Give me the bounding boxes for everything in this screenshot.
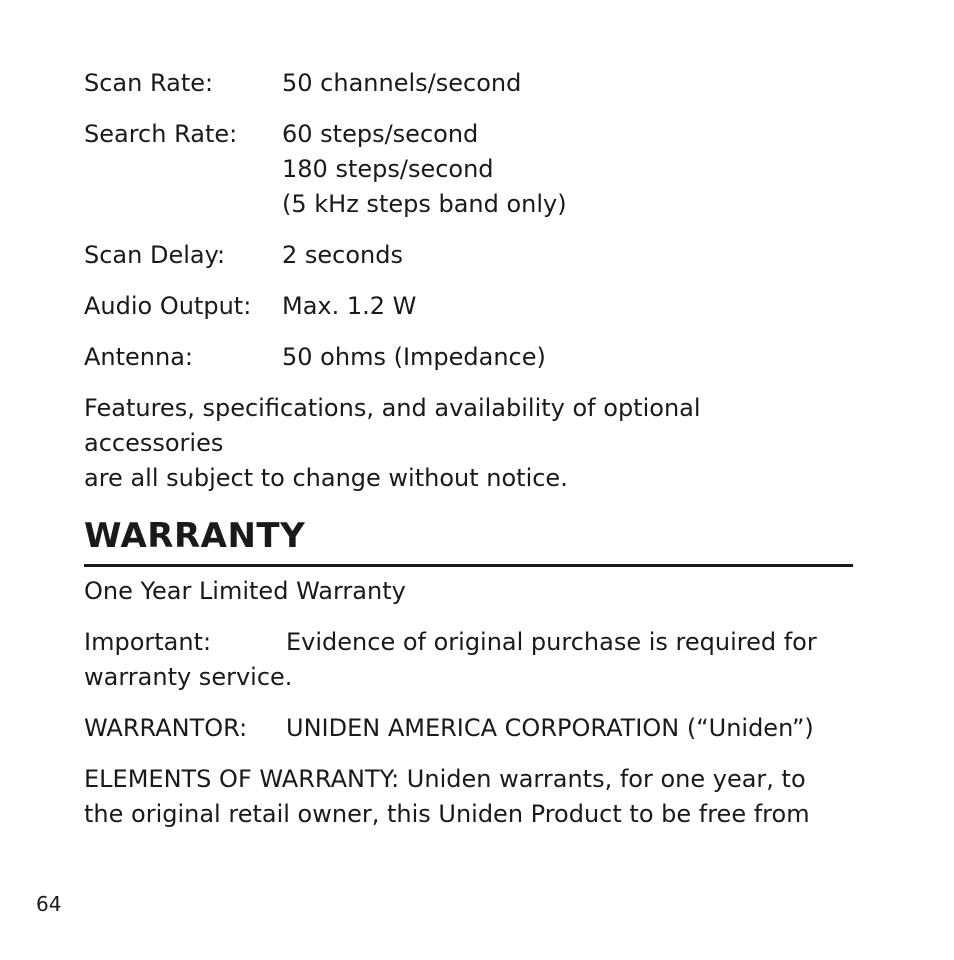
spec-values: [282, 238, 844, 273]
spec-value: 50 ohms (Impedance): [282, 343, 546, 371]
warrantor-text: UNIDEN AMERICA CORPORATION (“Uniden”): [286, 714, 814, 742]
warrantor-paragraph: [84, 711, 844, 746]
spec-values: [282, 66, 844, 101]
spec-values: [282, 117, 844, 222]
spec-row-scan-delay: [84, 238, 844, 273]
elements-paragraph: [84, 762, 844, 832]
note-line: Features, specifications, and availability of optional accessories: [84, 394, 701, 457]
spec-value: 180 steps/second: [282, 155, 494, 183]
important-text-continued: warranty service.: [84, 663, 293, 691]
spec-value: 60 steps/second: [282, 120, 479, 148]
spec-value: 2 seconds: [282, 241, 403, 269]
important-text: Evidence of original purchase is required for: [286, 628, 817, 656]
warranty-subtitle: One Year Limited Warranty: [84, 577, 406, 605]
spec-label: Scan Rate:: [84, 69, 214, 97]
heading-rule-divider: [84, 564, 853, 567]
specifications-list: [84, 66, 844, 496]
spec-label: Scan Delay:: [84, 241, 226, 269]
page-number: 64: [36, 892, 62, 916]
elements-line: ELEMENTS OF WARRANTY: Uniden warrants, for one year, to: [84, 765, 806, 793]
warrantor-label: WARRANTOR:: [84, 714, 248, 742]
spec-values: [282, 289, 844, 324]
important-label: Important:: [84, 628, 212, 656]
spec-row-scan-rate: [84, 66, 844, 101]
note-line: are all subject to change without notice.: [84, 464, 568, 492]
elements-line: the original retail owner, this Uniden Product to be free from: [84, 800, 810, 828]
warranty-body: [84, 574, 844, 848]
spec-row-search-rate: [84, 117, 844, 222]
spec-label: Antenna:: [84, 343, 194, 371]
spec-label: Search Rate:: [84, 120, 238, 148]
important-line: [84, 625, 844, 660]
spec-value: (5 kHz steps band only): [282, 190, 567, 218]
spec-value: Max. 1.2 W: [282, 292, 417, 320]
spec-value: 50 channels/second: [282, 69, 522, 97]
spec-label: Audio Output:: [84, 292, 252, 320]
section-heading-warranty: WARRANTY: [84, 516, 306, 556]
spec-row-antenna: [84, 340, 844, 375]
important-paragraph: [84, 625, 844, 695]
spec-values: [282, 340, 844, 375]
spec-row-audio-output: [84, 289, 844, 324]
availability-note: [84, 391, 844, 496]
